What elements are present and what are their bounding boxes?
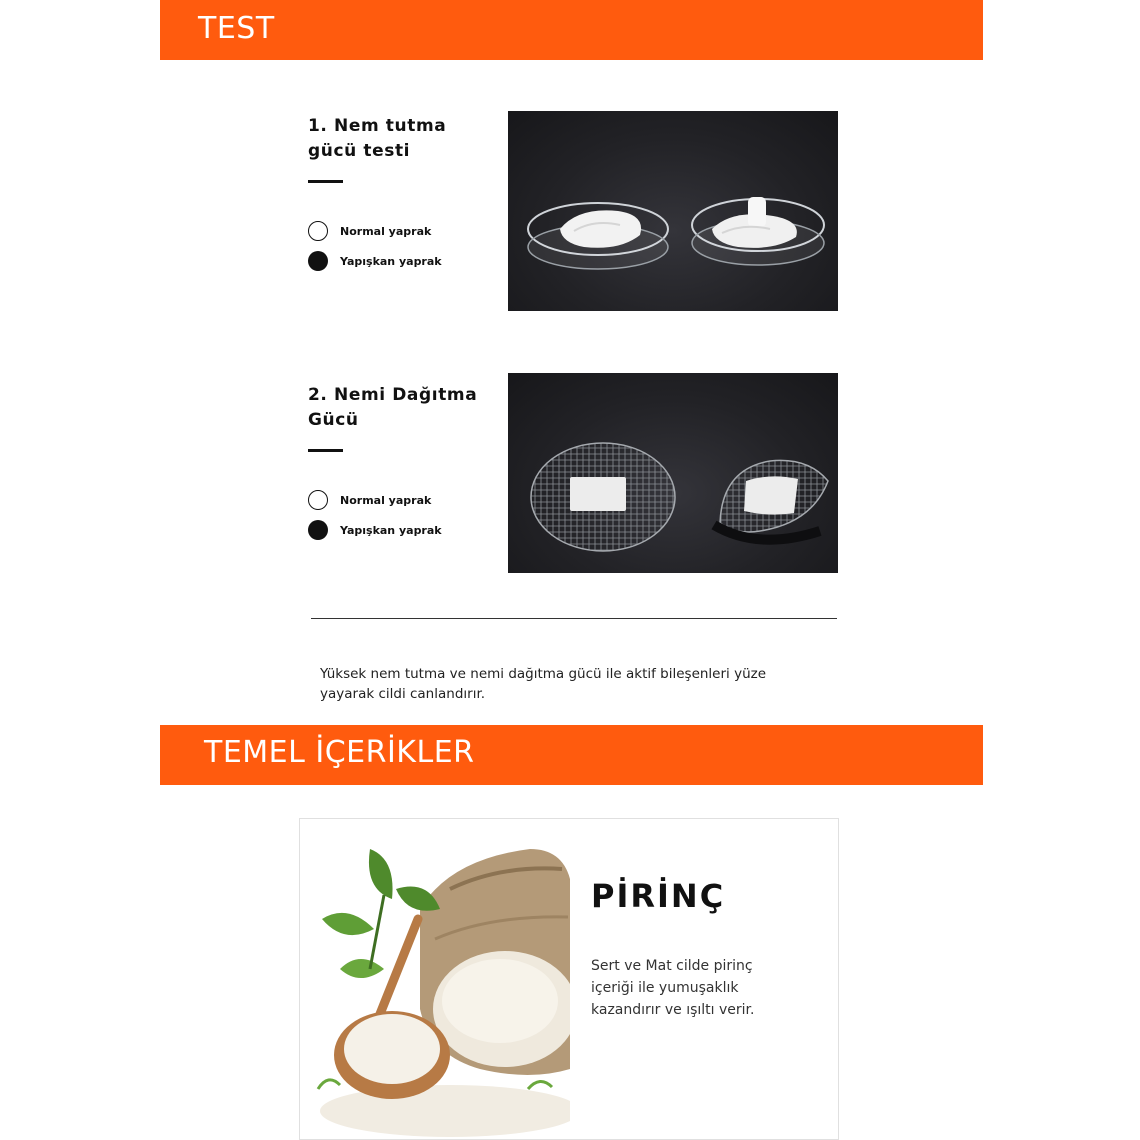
mesh-sheets-illustration xyxy=(508,373,838,573)
ingredient-name: PİRİNÇ xyxy=(591,877,726,915)
ingredient-description: Sert ve Mat cilde pirinç içeriği ile yumuşaklık kazandırır ve ışıltı verir. xyxy=(591,958,755,1018)
section-divider xyxy=(311,618,837,619)
legend-item-sticky: Yapışkan yaprak xyxy=(308,515,508,545)
open-circle-icon xyxy=(308,490,328,510)
test-1-info xyxy=(308,114,508,276)
moisture-retention-photo xyxy=(508,111,838,311)
ingredient-card-rice xyxy=(299,818,839,1140)
test-summary-text: Yüksek nem tutma ve nemi dağıtma gücü ile aktif bileşenleri yüze yayarak cildi canlandırır. xyxy=(320,666,767,702)
legend-item-normal: Normal yaprak xyxy=(308,216,508,246)
test-2-info xyxy=(308,383,508,545)
test-section-header xyxy=(160,0,983,60)
test-1-title: 1. Nem tutma gücü testi xyxy=(308,116,447,161)
open-circle-icon xyxy=(308,221,328,241)
ingredients-section-title: TEMEL İÇERİKLER xyxy=(204,735,475,770)
filled-circle-icon xyxy=(308,251,328,271)
title-underline xyxy=(308,180,343,183)
test-2-title: 2. Nemi Dağıtma Gücü xyxy=(308,385,478,430)
title-underline xyxy=(308,449,343,452)
rice-sack-illustration xyxy=(300,819,570,1139)
legend-item-sticky: Yapışkan yaprak xyxy=(308,246,508,276)
filled-circle-icon xyxy=(308,520,328,540)
petri-dishes-illustration xyxy=(508,111,838,311)
ingredients-section-header xyxy=(160,725,983,785)
test-1-legend xyxy=(308,216,508,276)
moisture-distribution-photo xyxy=(508,373,838,573)
legend-item-normal: Normal yaprak xyxy=(308,485,508,515)
test-section-title: TEST xyxy=(198,11,275,46)
test-2-legend xyxy=(308,485,508,545)
